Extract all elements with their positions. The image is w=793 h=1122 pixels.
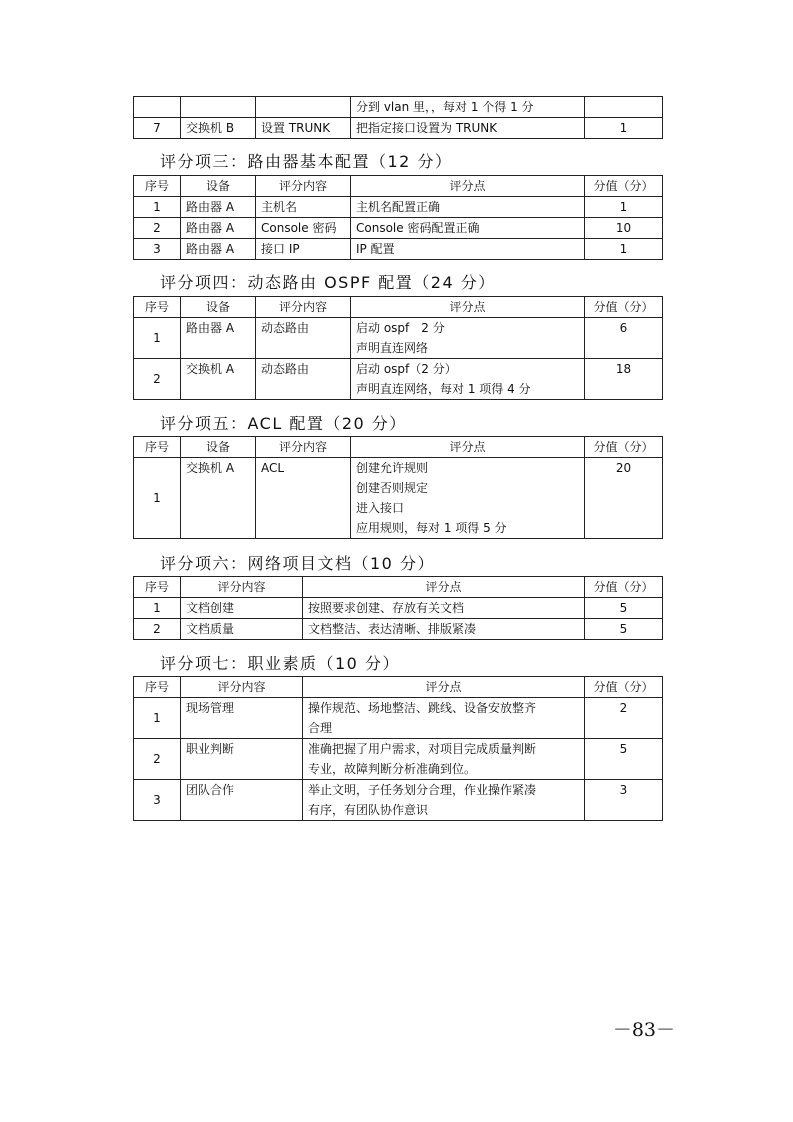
point-cell: IP 配置 (351, 239, 585, 260)
seq-cell: 2 (134, 739, 181, 780)
section-title: 评分项四：动态路由 OSPF 配置（24 分） (160, 273, 496, 292)
header-seq: 序号 (134, 297, 181, 318)
point-cell (303, 780, 585, 821)
table-row (134, 218, 663, 239)
table-header-row (134, 437, 663, 458)
header-point: 评分点 (351, 176, 585, 197)
table-row (134, 458, 663, 539)
point-line: 声明直连网络 (356, 341, 429, 355)
content-cell: 团队合作 (181, 780, 303, 821)
point-cell (303, 739, 585, 780)
continuation-table (133, 96, 663, 139)
header-point: 评分点 (303, 577, 585, 598)
seq-cell (134, 97, 181, 118)
ospf-config-table (133, 296, 663, 400)
point-line: 创建否则规定 (356, 481, 429, 495)
seq-cell: 7 (134, 118, 181, 139)
content-cell: 主机名 (256, 197, 351, 218)
device-cell: 路由器 A (181, 197, 256, 218)
point-cell: 文档整洁、表达清晰、排版紧凑 (303, 619, 585, 640)
point-line: 创建允许规则 (356, 461, 429, 475)
header-seq: 序号 (134, 176, 181, 197)
table-row (134, 318, 663, 359)
header-score: 分值（分） (585, 577, 663, 598)
table-row (134, 359, 663, 400)
content-cell: 接口 IP (256, 239, 351, 260)
device-cell: 路由器 A (181, 239, 256, 260)
seq-cell: 3 (134, 239, 181, 260)
table-row (134, 197, 663, 218)
header-content: 评分内容 (256, 437, 351, 458)
device-cell: 交换机 A (181, 458, 256, 539)
table-header-row (134, 176, 663, 197)
point-line: 声明直连网络，每对 1 项得 4 分 (356, 382, 531, 396)
point-cell (351, 458, 585, 539)
point-line: 启动 ospf（2 分） (356, 362, 457, 376)
point-line: 有序，有团队协作意识 (308, 803, 429, 817)
seq-cell: 2 (134, 218, 181, 239)
seq-cell: 2 (134, 619, 181, 640)
content-cell: 文档质量 (181, 619, 303, 640)
header-device: 设备 (181, 176, 256, 197)
point-cell (303, 698, 585, 739)
score-cell: 6 (585, 318, 663, 359)
point-line: 操作规范、场地整洁、跳线、设备安放整齐 (308, 701, 537, 715)
header-seq: 序号 (134, 677, 181, 698)
point-cell: Console 密码配置正确 (351, 218, 585, 239)
acl-config-table (133, 436, 663, 539)
section-title: 评分项七：职业素质（10 分） (160, 654, 400, 673)
table-row (134, 97, 663, 118)
score-cell: 5 (585, 619, 663, 640)
point-cell: 分到 vlan 里，，每对 1 个得 1 分 (351, 97, 585, 118)
header-seq: 序号 (134, 577, 181, 598)
seq-cell: 1 (134, 458, 181, 539)
section-title: 评分项六：网络项目文档（10 分） (160, 554, 435, 573)
device-cell: 交换机 A (181, 359, 256, 400)
content-cell: Console 密码 (256, 218, 351, 239)
content-cell: 动态路由 (256, 318, 351, 359)
device-cell: 路由器 A (181, 318, 256, 359)
header-score: 分值（分） (585, 677, 663, 698)
router-config-table (133, 175, 663, 260)
header-score: 分值（分） (585, 437, 663, 458)
header-device: 设备 (181, 297, 256, 318)
point-line: 启动 ospf 2 分 (356, 321, 445, 335)
header-score: 分值（分） (585, 176, 663, 197)
header-content: 评分内容 (181, 677, 303, 698)
table-header-row (134, 297, 663, 318)
header-point: 评分点 (303, 677, 585, 698)
table-row (134, 239, 663, 260)
content-cell: 动态路由 (256, 359, 351, 400)
table-row (134, 118, 663, 139)
seq-cell: 1 (134, 598, 181, 619)
score-cell: 1 (585, 197, 663, 218)
device-cell: 交换机 B (181, 118, 256, 139)
section-title: 评分项五：ACL 配置（20 分） (160, 414, 407, 433)
header-point: 评分点 (351, 437, 585, 458)
header-seq: 序号 (134, 437, 181, 458)
header-device: 设备 (181, 437, 256, 458)
header-point: 评分点 (351, 297, 585, 318)
score-cell: 2 (585, 698, 663, 739)
seq-cell: 1 (134, 318, 181, 359)
content-cell: 文档创建 (181, 598, 303, 619)
device-cell: 路由器 A (181, 218, 256, 239)
score-cell: 1 (585, 239, 663, 260)
point-cell: 主机名配置正确 (351, 197, 585, 218)
seq-cell: 1 (134, 197, 181, 218)
score-cell (585, 97, 663, 118)
content-cell (256, 97, 351, 118)
table-row (134, 598, 663, 619)
page-number: －83－ (612, 1019, 675, 1041)
point-line: 准确把握了用户需求，对项目完成质量判断 (308, 742, 537, 756)
point-line: 专业，故障判断分析准确到位。 (308, 762, 477, 776)
score-cell: 10 (585, 218, 663, 239)
seq-cell: 1 (134, 698, 181, 739)
table-row (134, 619, 663, 640)
documentation-table (133, 576, 663, 640)
table-header-row (134, 577, 663, 598)
header-content: 评分内容 (181, 577, 303, 598)
section-title: 评分项三：路由器基本配置（12 分） (160, 152, 453, 171)
table-row (134, 698, 663, 739)
point-cell: 按照要求创建、存放有关文档 (303, 598, 585, 619)
point-line: 举止文明，子任务划分合理，作业操作紧凑 (308, 783, 537, 797)
point-line: 应用规则，每对 1 项得 5 分 (356, 521, 507, 535)
seq-cell: 3 (134, 780, 181, 821)
header-content: 评分内容 (256, 176, 351, 197)
point-line: 进入接口 (356, 501, 405, 515)
seq-cell: 2 (134, 359, 181, 400)
point-cell (351, 318, 585, 359)
header-content: 评分内容 (256, 297, 351, 318)
header-score: 分值（分） (585, 297, 663, 318)
content-cell: 现场管理 (181, 698, 303, 739)
score-cell: 3 (585, 780, 663, 821)
score-cell: 20 (585, 458, 663, 539)
point-line: 合理 (308, 721, 333, 735)
score-cell: 5 (585, 739, 663, 780)
score-cell: 5 (585, 598, 663, 619)
content-cell: 设置 TRUNK (256, 118, 351, 139)
score-cell: 1 (585, 118, 663, 139)
table-row (134, 739, 663, 780)
point-cell (351, 359, 585, 400)
table-row (134, 780, 663, 821)
table-header-row (134, 677, 663, 698)
professionalism-table (133, 676, 663, 821)
content-cell: ACL (256, 458, 351, 539)
score-cell: 18 (585, 359, 663, 400)
device-cell (181, 97, 256, 118)
point-cell: 把指定接口设置为 TRUNK (351, 118, 585, 139)
content-cell: 职业判断 (181, 739, 303, 780)
